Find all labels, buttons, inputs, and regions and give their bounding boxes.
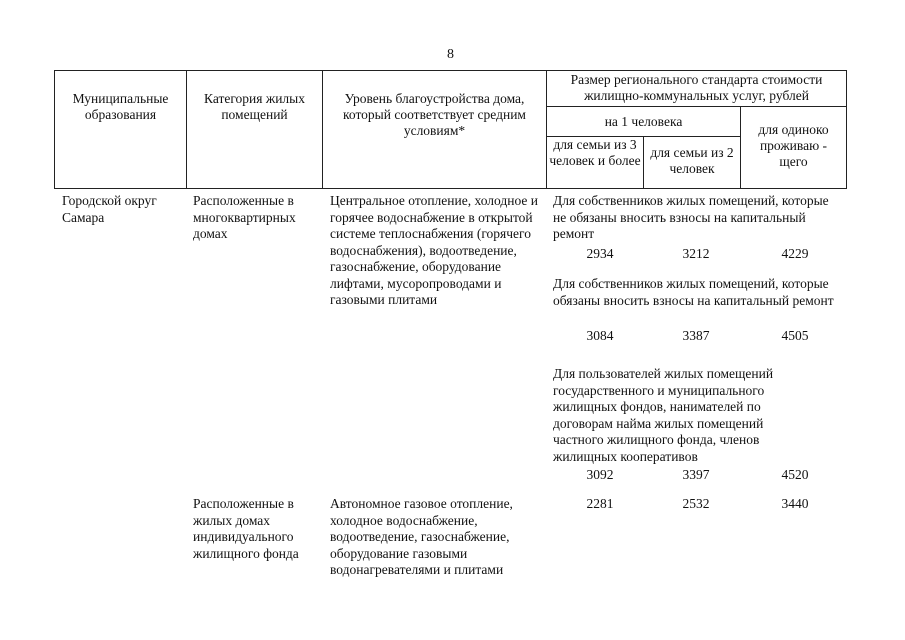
header-single: для одиноко проживаю - щего (741, 107, 847, 189)
level-apartment: Центральное отопление, холодное и горячее водоснабжение в открытой системе теплоснабжения (горячего водоснабжения), водоотведение, газоснабжение, оборудование лифтами, мусоропроводами и газовыми плитами (330, 193, 538, 307)
header-standard: Размер регионального стандарта стоимости жилищно-коммунальных услуг, рублей (547, 71, 847, 107)
header-municipality: Муниципальные образования (55, 71, 187, 189)
group-label: Для собственников жилых помещений, которые не обязаны вносить взносы на капитальный ремонт (553, 193, 829, 241)
category-individual: Расположенные в жилых домах индивидуального жилищного фонда (193, 496, 299, 561)
header-category: Категория жилых помещений (187, 71, 323, 189)
value-family-3: 2281 (586, 496, 614, 511)
page-number: 8 (447, 47, 454, 62)
value-family-2: 2532 (682, 496, 710, 511)
table-header (54, 70, 847, 189)
value-family-3: 3092 (586, 467, 614, 482)
value-single: 3440 (781, 496, 809, 511)
group-label: Для пользователей жилых помещений государственного и муниципального жилищных фондов, нанимателей по договорам найма жилых помещений частного жилищного фонда, членов жилищных кооперативов (553, 366, 774, 464)
value-family-3: 3084 (586, 328, 614, 343)
value-single: 4520 (781, 467, 809, 482)
header-per-person: на 1 человека (547, 107, 741, 137)
header-family-2: для семьи из 2 человек (644, 137, 741, 189)
value-family-2: 3397 (682, 467, 710, 482)
value-single: 4229 (781, 246, 809, 261)
category-apartment: Расположенные в многоквартирных домах (193, 193, 296, 241)
header-family-3: для семьи из 3 человек и более (547, 137, 644, 189)
value-family-2: 3212 (682, 246, 710, 261)
municipality-name: Городской округ Самара (62, 193, 157, 225)
header-level: Уровень благоустройства дома, который соответствует средним условиям* (323, 71, 547, 189)
value-family-2: 3387 (682, 328, 710, 343)
level-individual: Автономное газовое отопление, холодное водоснабжение, водоотведение, газоснабжение, оборудование газовыми водонагревателями и плитами (330, 496, 513, 577)
value-single: 4505 (781, 328, 809, 343)
value-family-3: 2934 (586, 246, 614, 261)
group-label: Для собственников жилых помещений, которые обязаны вносить взносы на капитальный ремонт (553, 276, 834, 308)
